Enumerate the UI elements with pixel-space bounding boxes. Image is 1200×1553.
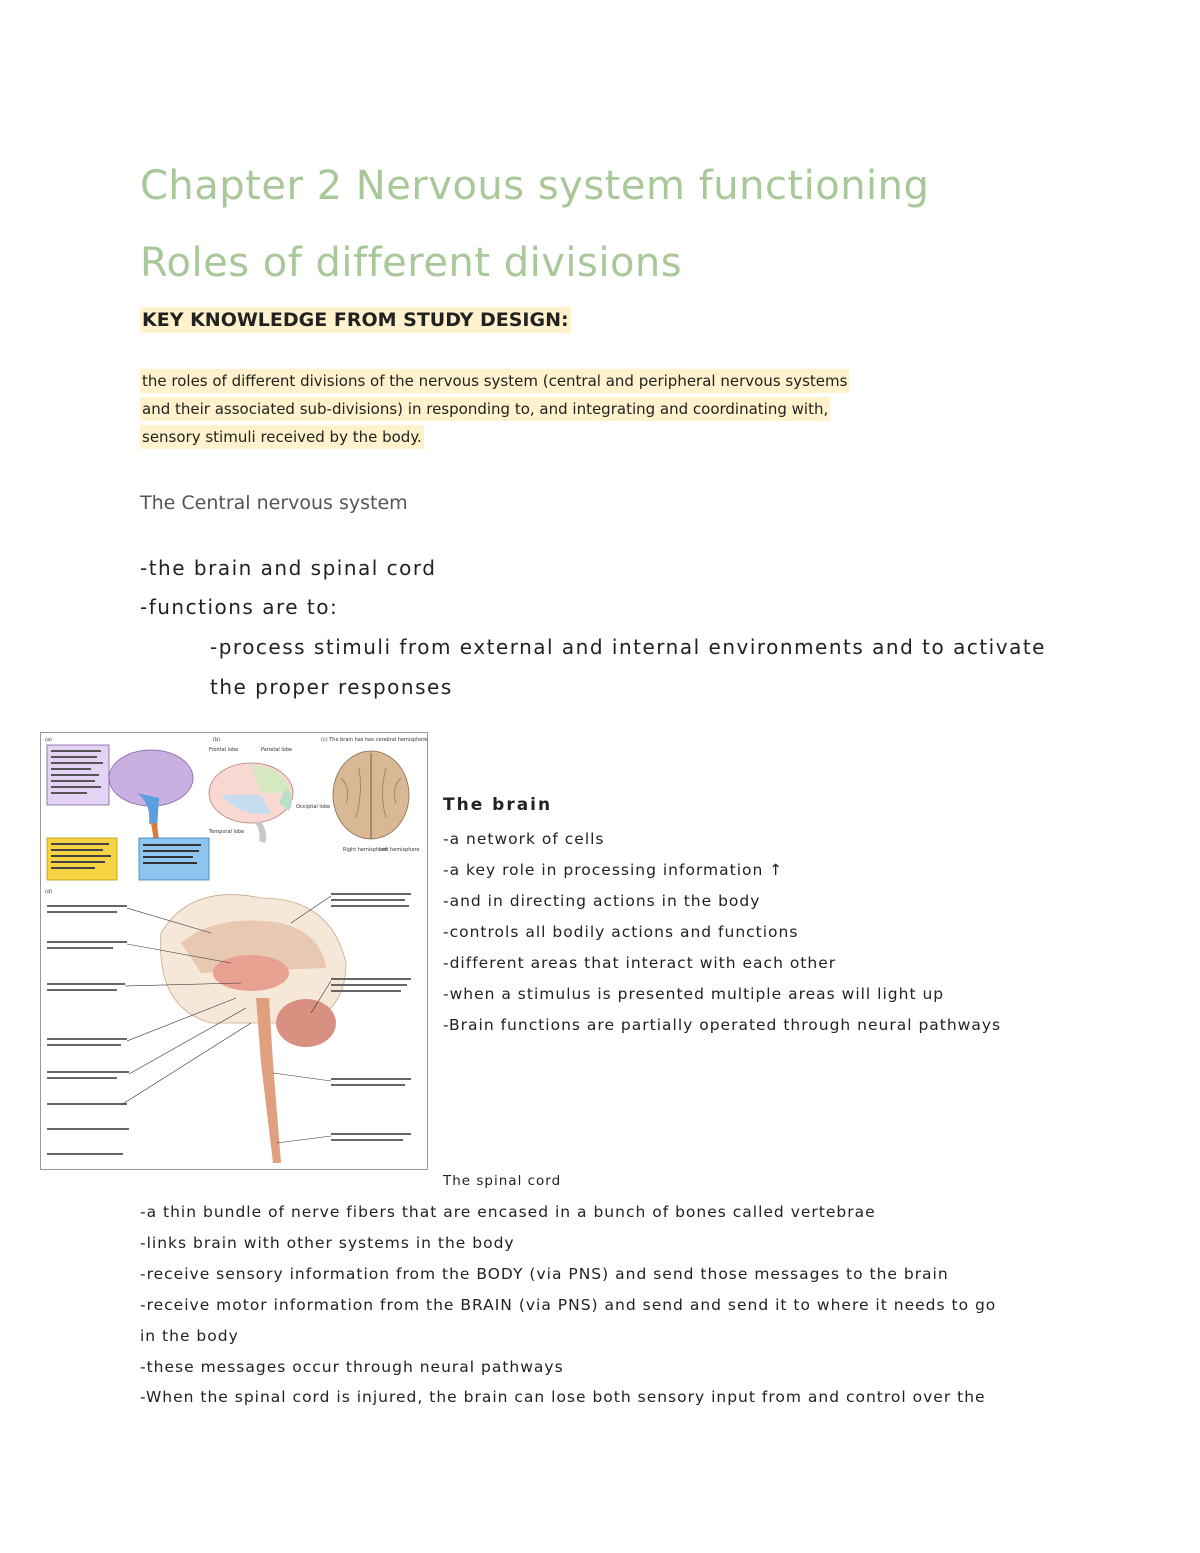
left-label-line xyxy=(47,1038,127,1040)
callout-text-line xyxy=(51,774,99,776)
spinal-item: -these messages occur through neural pathways xyxy=(140,1358,564,1376)
panel-b-label: (b) xyxy=(213,737,221,743)
panel-c-label: (c) The brain has two cerebral hemispheres xyxy=(321,737,427,743)
spinal-item: -a thin bundle of nerve fibers that are encased in a bunch of bones called vertebrae xyxy=(140,1203,876,1221)
callout-text-line xyxy=(51,780,95,782)
cns-line: -functions are to: xyxy=(140,595,339,619)
right-label-line xyxy=(331,978,411,980)
brain-item: -a network of cells xyxy=(443,830,605,848)
page-title: Chapter 2 Nervous system functioning xyxy=(140,163,930,209)
callout-text-line xyxy=(51,768,91,770)
left-label-line xyxy=(47,1077,117,1079)
callout-text-line xyxy=(51,786,101,788)
cns-heading: The Central nervous system xyxy=(140,492,408,514)
spinal-item: -receive sensory information from the BODY (via PNS) and send those messages to the brain xyxy=(140,1265,949,1283)
cns-line: the proper responses xyxy=(210,675,453,699)
right-label-line xyxy=(331,905,409,907)
callout-text-line xyxy=(143,844,201,846)
right-label-line xyxy=(331,1133,411,1135)
brain-heading: The brain xyxy=(443,795,553,815)
spinal-heading: The spinal cord xyxy=(443,1173,562,1189)
leader-line xyxy=(129,1008,246,1074)
left-label-line xyxy=(47,1128,129,1130)
left-label-line xyxy=(47,1153,123,1155)
spinal-item: -links brain with other systems in the body xyxy=(140,1234,515,1252)
leader-line xyxy=(273,1073,331,1081)
left-label-line xyxy=(47,989,117,991)
lobe-label: Occipital lobe xyxy=(296,804,331,810)
spinal-item: in the body xyxy=(140,1327,239,1345)
brain-item: -Brain functions are partially operated through neural pathways xyxy=(443,1016,1002,1034)
callout-text-line xyxy=(51,867,95,869)
left-label-line xyxy=(47,947,113,949)
right-label-line xyxy=(331,1139,403,1141)
lobe-label: Parietal lobe xyxy=(261,747,293,753)
callout-text-line xyxy=(51,855,111,857)
cns-line: -process stimuli from external and internal environments and to activate xyxy=(210,635,1046,659)
right-label-line xyxy=(331,899,405,901)
key-knowledge-line: the roles of different divisions of the nervous system (central and peripheral nervous systems xyxy=(140,369,849,393)
brain-diagram-figure xyxy=(40,732,428,1170)
key-knowledge-line: sensory stimuli received by the body. xyxy=(140,425,424,449)
callout-text-line xyxy=(51,792,87,794)
callout-text-line xyxy=(51,843,109,845)
hemisphere-label: Right hemisphere xyxy=(343,847,388,853)
key-knowledge-heading: KEY KNOWLEDGE FROM STUDY DESIGN: xyxy=(142,309,569,331)
key-knowledge-line: and their associated sub-divisions) in responding to, and integrating and coordinating with, xyxy=(140,397,830,421)
leader-line xyxy=(121,1023,251,1105)
lobe-label: Temporal lobe xyxy=(209,829,245,835)
right-label-line xyxy=(331,1078,411,1080)
panel-d-label: (d) xyxy=(45,889,53,895)
left-label-line xyxy=(47,911,117,913)
callout-text-line xyxy=(51,849,103,851)
brain-item: -controls all bodily actions and functions xyxy=(443,923,799,941)
callout-text-line xyxy=(143,862,197,864)
leader-line xyxy=(277,1136,331,1143)
cns-line: -the brain and spinal cord xyxy=(140,556,437,580)
left-label-line xyxy=(47,905,127,907)
callout-text-line xyxy=(51,861,105,863)
callout-text-line xyxy=(51,756,97,758)
callout-text-line xyxy=(51,762,103,764)
left-label-line xyxy=(47,1071,129,1073)
panel-a-label: (a) xyxy=(45,737,52,743)
brain-item: -different areas that interact with each other xyxy=(443,954,837,972)
right-label-line xyxy=(331,1084,405,1086)
cerebellum-region xyxy=(276,999,336,1047)
lobe-label: Frontal lobe xyxy=(209,747,239,753)
thalamus-region xyxy=(213,955,289,991)
brain-item: -when a stimulus is presented multiple areas will light up xyxy=(443,985,945,1003)
callout-text-line xyxy=(143,856,193,858)
spinal-item: -receive motor information from the BRAIN (via PNS) and send and send it to where it needs to go xyxy=(140,1296,997,1314)
left-label-line xyxy=(47,983,125,985)
callout-text-line xyxy=(143,850,199,852)
callout-text-line xyxy=(51,750,101,752)
right-label-line xyxy=(331,984,407,986)
brain-item: -a key role in processing information ↑ xyxy=(443,861,784,879)
right-label-line xyxy=(331,893,411,895)
spinal-item: -When the spinal cord is injured, the brain can lose both sensory input from and control over the xyxy=(140,1388,986,1406)
left-label-line xyxy=(47,941,127,943)
left-label-line xyxy=(47,1044,121,1046)
cerebellum-stem-shape xyxy=(255,821,266,843)
brain-diagram-svg xyxy=(41,733,427,1169)
hemisphere-label: Left hemisphere xyxy=(379,847,420,853)
left-label-line xyxy=(47,1103,127,1105)
right-label-line xyxy=(331,990,401,992)
page-subtitle: Roles of different divisions xyxy=(140,240,683,286)
brain-item: -and in directing actions in the body xyxy=(443,892,761,910)
